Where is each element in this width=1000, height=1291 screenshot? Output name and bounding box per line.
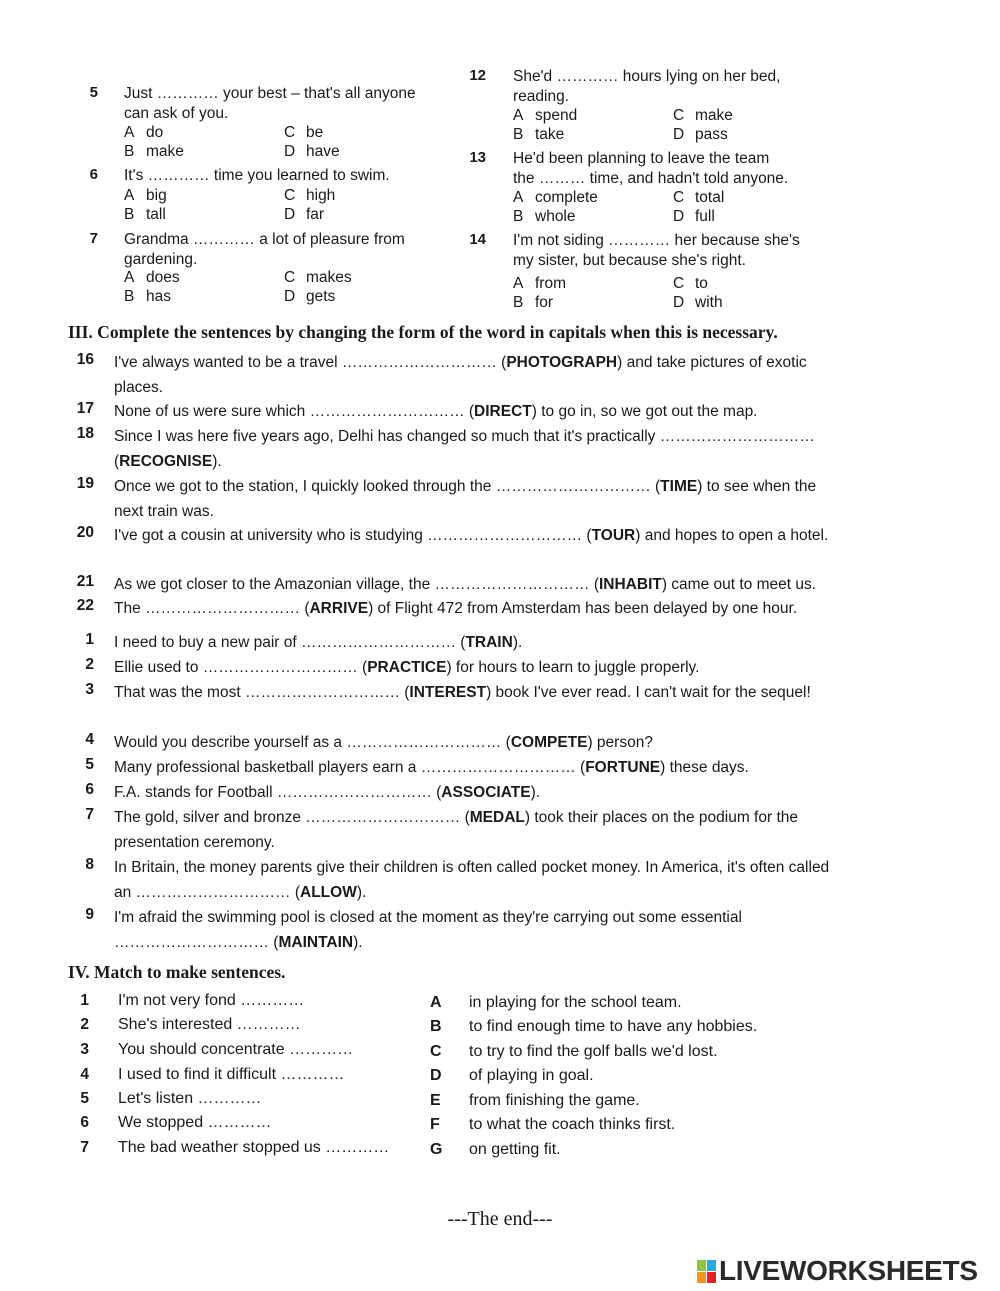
option-a[interactable]: A spend [513,107,578,124]
wf-keyword: ALLOW [300,883,357,901]
match-ending[interactable]: to what the coach thinks first. [469,1116,676,1133]
wf-keyword: RECOGNISE [119,452,213,470]
wf-keyword: DIRECT [474,403,532,420]
question-text: He'd been planning to leave the team the ……… time, and hadn't told anyone. [513,150,789,187]
wf-keyword: COMPETE [510,734,588,751]
question-number: 12 [469,67,486,84]
match-ending[interactable]: on getting fit. [469,1141,561,1158]
wf-keyword: ARRIVE [309,600,369,617]
match-ending[interactable]: from finishing the game. [469,1092,640,1109]
match-ending[interactable]: in playing for the school team. [469,994,682,1011]
option-c[interactable]: C total [673,189,725,206]
question-number: 13 [469,149,486,166]
wf-keyword: INTEREST [409,684,487,701]
wf-keyword: INHABIT [598,576,662,593]
match-stem: The bad weather stopped us ………… [118,1139,390,1156]
match-ending[interactable]: to try to find the golf balls we'd lost. [469,1043,718,1060]
wf-sentence: Ellie used to ………………………… (PRACTICE) for hours to learn to juggle properly. [114,659,700,676]
wf-sentence: Once we got to the station, I quickly looked through the ………………………… (TIME) to see when the next train was. [114,478,817,520]
option-a[interactable]: A big [124,187,167,204]
wf-keyword: MEDAL [469,809,525,826]
question-text: Grandma ………… a lot of pleasure from gardening. [124,231,405,268]
liveworksheets-logo-text: LIVEWORKSHEETS [719,1255,978,1286]
option-a[interactable]: A from [513,275,566,292]
section-4-heading: IV. Match to make sentences. [68,962,286,982]
section-3-heading: III. Complete the sentences by changing the form of the word in capitals when this is necessary. [68,322,778,342]
question-number: 6 [89,166,98,183]
match-stem: Let's listen ………… [118,1090,262,1107]
end-text: ---The end--- [447,1208,553,1230]
question-text: I'm not siding ………… her because she's my sister, but because she's right. [513,232,800,269]
option-c[interactable]: C makes [284,269,352,286]
option-c[interactable]: C be [284,124,324,141]
option-d[interactable]: D full [673,208,715,225]
wf-sentence: Many professional basketball players earn a ………………………… (FORTUNE) these days. [114,759,749,776]
option-d[interactable]: D gets [284,288,336,305]
option-a[interactable]: A do [124,124,164,141]
wf-keyword: PRACTICE [367,659,447,676]
wf-keyword: FORTUNE [585,759,661,776]
question-number: 7 [89,230,98,247]
wf-sentence: I need to buy a new pair of ………………………… (TRAIN). [114,634,523,651]
question-text: Just ………… your best – that's all anyone can ask of you. [124,85,416,122]
option-c[interactable]: C make [673,107,733,124]
option-d[interactable]: D far [284,206,325,223]
wf-sentence: F.A. stands for Football ………………………… (ASSOCIATE). [114,784,541,801]
match-stem: I used to find it difficult ………… [118,1066,345,1083]
wf-sentence: Since I was here five years ago, Delhi has changed so much that it's practically ………………………… (RECOGNISE). [114,428,815,470]
option-d[interactable]: D pass [673,126,728,143]
liveworksheets-logo-icon [697,1260,716,1283]
option-b[interactable]: B take [513,126,565,143]
question-number: 5 [89,84,98,101]
wf-keyword: MAINTAIN [278,933,354,951]
option-d[interactable]: D with [673,294,723,311]
wf-sentence: Would you describe yourself as a ………………………… (COMPETE) person? [114,734,653,751]
match-ending[interactable]: to find enough time to have any hobbies. [469,1018,758,1035]
question-text: She'd ………… hours lying on her bed, reading. [513,68,781,105]
match-stem: She's interested ………… [118,1016,301,1033]
option-b[interactable]: B tall [124,206,166,223]
match-stem: You should concentrate ………… [118,1041,354,1058]
wf-keyword: TOUR [591,527,636,544]
option-a[interactable]: A does [124,269,180,286]
question-number: 14 [469,231,486,248]
option-b[interactable]: B whole [513,208,576,225]
wf-keyword: PHOTOGRAPH [506,354,618,371]
option-b[interactable]: B make [124,143,184,160]
wf-sentence: In Britain, the money parents give their children is often called pocket money. In America, it's often called an ………………………… (ALLOW). [114,859,830,901]
option-c[interactable]: C to [673,275,708,292]
wf-sentence: I'm afraid the swimming pool is closed at the moment as they're carrying out some essential ………………………… (MAINTAIN). [114,909,742,951]
wf-sentence: The gold, silver and bronze ………………………… (MEDAL) took their places on the podium for the presentation ceremony. [114,809,798,851]
wf-sentence: As we got closer to the Amazonian village, the ………………………… (INHABIT) came out to meet us. [114,576,817,593]
wf-sentence: I've got a cousin at university who is studying ………………………… (TOUR) and hopes to open a hotel. [114,527,829,544]
wf-sentence: None of us were sure which ………………………… (DIRECT) to go in, so we got out the map. [114,403,758,420]
liveworksheets-logo [697,1255,978,1287]
option-b[interactable]: B for [513,294,554,311]
match-stem: We stopped ………… [118,1114,272,1131]
option-d[interactable]: D have [284,143,340,160]
wf-sentence: I've always wanted to be a travel ………………………… (PHOTOGRAPH) and take pictures of exotic places. [114,354,807,396]
wf-sentence: The ………………………… (ARRIVE) of Flight 472 from Amsterdam has been delayed by one hour. [114,600,798,617]
wf-keyword: TRAIN [465,634,513,651]
option-b[interactable]: B has [124,288,171,305]
match-ending[interactable]: of playing in goal. [469,1067,594,1084]
wf-keyword: TIME [660,478,698,495]
wf-keyword: ASSOCIATE [441,784,531,801]
question-text: It's ………… time you learned to swim. [124,167,390,184]
option-a[interactable]: A complete [513,189,598,206]
option-c[interactable]: C high [284,187,336,204]
match-stem: I'm not very fond ………… [118,992,305,1009]
wf-sentence: That was the most ………………………… (INTEREST) book I've ever read. I can't wait for the sequel! [114,684,811,701]
